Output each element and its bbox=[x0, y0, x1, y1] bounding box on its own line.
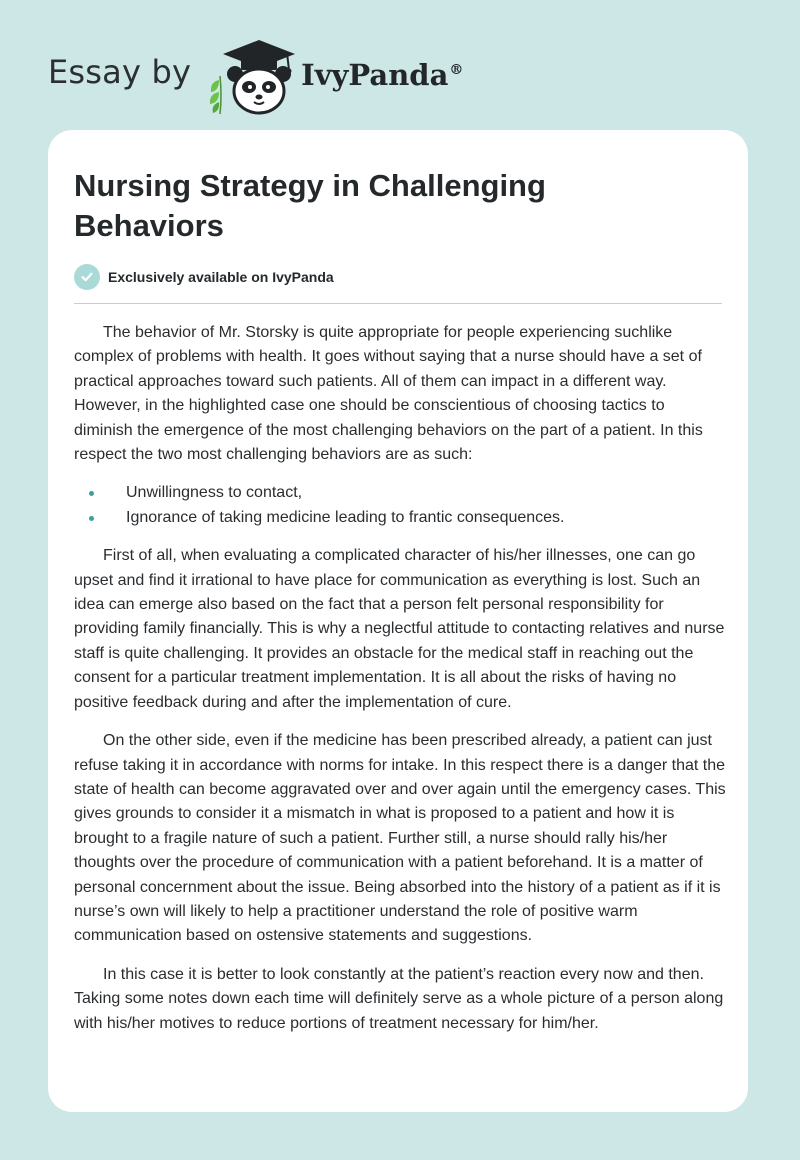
list-item-text: Ignorance of taking medicine leading to frantic consequences. bbox=[126, 508, 565, 526]
site-header bbox=[48, 36, 463, 116]
page-title: Nursing Strategy in Challenging Behaviors bbox=[74, 168, 546, 243]
paragraph: In this case it is better to look constantly at the patient’s reaction every now and then. Taking some notes down each time will definitely serve as a whole picture of a person along with his/her motives to reduce portions of treatment necessary for him/her. bbox=[74, 965, 724, 1032]
check-circle-icon bbox=[74, 264, 100, 290]
paragraph: First of all, when evaluating a complicated character of his/her illnesses, one can go upset and find it irrational to have place for communication as everything is lost. Such an idea can emerge also based on the fact that a person felt personal responsibility for providing family financially. This is why a neglectful attitude to contacting relatives and nurse staff is quite challenging. It provides an obstacle for the medical staff in reaching out the consent for a particular treatment implementation. It is all about the risks of having no positive feedback during and after the implementation of cure. bbox=[74, 547, 725, 711]
essay-body bbox=[74, 321, 726, 1050]
divider bbox=[74, 303, 722, 304]
brand-name[interactable]: IvyPanda® bbox=[301, 58, 464, 92]
bullet-list bbox=[74, 481, 726, 530]
list-item bbox=[74, 481, 726, 505]
exclusive-label: Exclusively available on IvyPanda bbox=[108, 269, 334, 285]
list-item-text: Unwillingness to contact, bbox=[126, 484, 303, 502]
paragraph: The behavior of Mr. Storsky is quite appropriate for people experiencing suchlike complex of problems with health. It goes without saying that a nurse should have a set of practical approaches toward such patients. All of them can impact in a different way. However, in the highlighted case one should be conscientious of choosing tactics to diminish the emergence of the most challenging behaviors on the part of a patient. In this respect the two most challenging behaviors are as such: bbox=[74, 324, 703, 464]
panda-graduate-logo-icon bbox=[205, 36, 297, 116]
essay-card bbox=[48, 130, 748, 1112]
exclusive-badge bbox=[74, 264, 334, 290]
bullet-icon bbox=[89, 491, 94, 496]
list-item bbox=[74, 506, 726, 530]
paragraph: On the other side, even if the medicine has been prescribed already, a patient can just refuse taking it in accordance with norms for intake. In this respect there is a danger that the state of health can become aggravated over and over again until the emergency cases. This gives grounds to consider it a mismatch in what is proposed to a patient and how it is brought to a fragile nature of such a patient. Further still, a nurse should rally his/her thoughts over the procedure of communication with a patient beforehand. It is a matter of personal concernment about the issue. Being absorbed into the history of a patient as if it is nurse’s own will likely to help a practitioner understand the role of positive warm communication based on ostensive statements and suggestions. bbox=[74, 732, 726, 945]
essay-by-label: Essay by bbox=[48, 53, 192, 91]
bullet-icon bbox=[89, 516, 94, 521]
